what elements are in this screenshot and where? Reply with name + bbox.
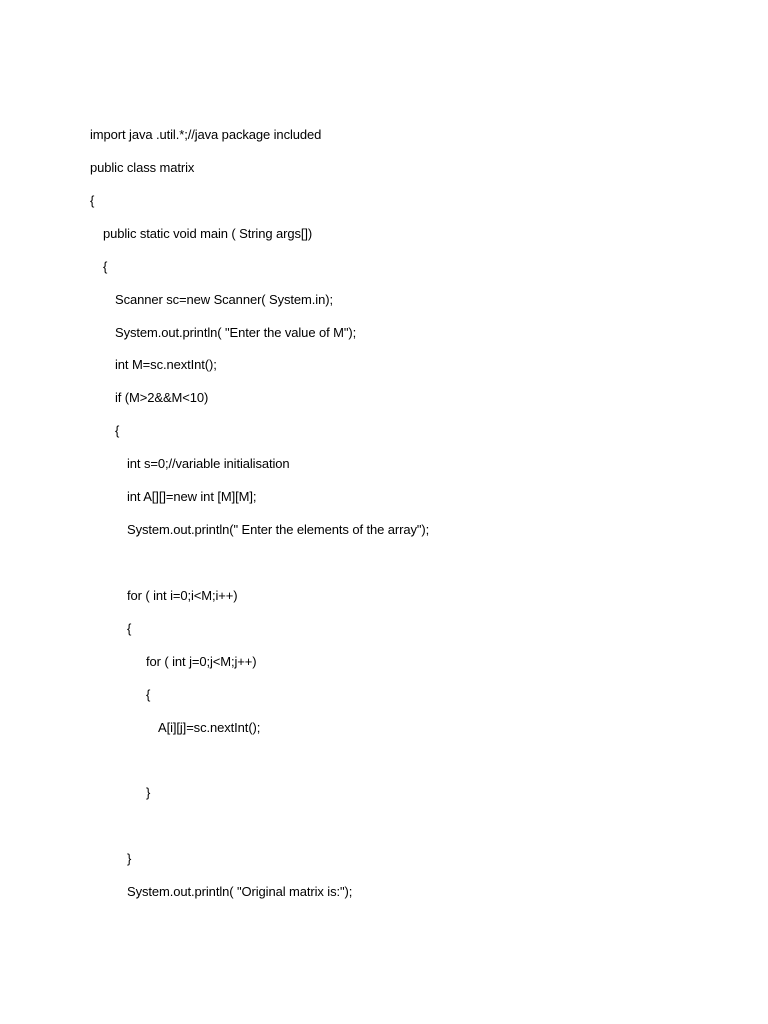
code-line-print-original: System.out.println( "Original matrix is:");	[127, 884, 353, 899]
code-line-inner-for-close-brace: }	[146, 785, 151, 800]
code-line-prompt-elements: System.out.println(" Enter the elements of the array");	[127, 522, 430, 537]
code-line-outer-for: for ( int i=0;i<M;i++)	[127, 588, 238, 603]
code-line-main-method: public static void main ( String args[])	[103, 226, 313, 241]
code-line-inner-for-open-brace: {	[146, 687, 151, 702]
code-line-if-open-brace: {	[115, 423, 120, 438]
code-line-outer-for-close-brace: }	[127, 851, 132, 866]
code-line-inner-for: for ( int j=0;j<M;j++)	[146, 654, 257, 669]
code-line-main-open-brace: {	[103, 259, 108, 274]
code-line-prompt-m: System.out.println( "Enter the value of M");	[115, 325, 357, 340]
code-line-scanner: Scanner sc=new Scanner( System.in);	[115, 292, 333, 307]
code-line-read-element: A[i][j]=sc.nextInt();	[158, 720, 261, 735]
code-line-outer-for-open-brace: {	[127, 621, 132, 636]
code-line-read-m: int M=sc.nextInt();	[115, 357, 217, 372]
code-line-class-declaration: public class matrix	[90, 160, 195, 175]
code-line-array-decl: int A[][]=new int [M][M];	[127, 489, 257, 504]
code-line-class-open-brace: {	[90, 193, 95, 208]
code-line-init-s: int s=0;//variable initialisation	[127, 456, 290, 471]
code-line-if-condition: if (M>2&&M<10)	[115, 390, 209, 405]
code-line-import: import java .util.*;//java package included	[90, 127, 322, 142]
